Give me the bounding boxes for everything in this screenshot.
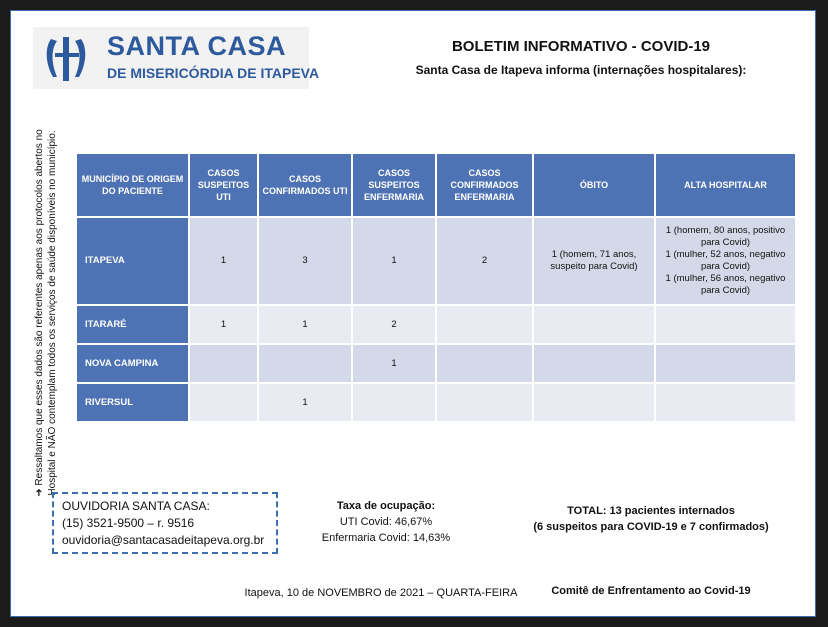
- logo-title: SANTA CASA: [107, 31, 286, 61]
- header-confirmados-enfermaria: CASOS CONFIRMADOS ENFERMARIA: [436, 153, 533, 217]
- alta-entry: 1 (homem, 80 anos, positivo para Covid): [665, 225, 786, 248]
- total-line-2: (6 suspeitos para COVID-19 e 7 confirmados): [533, 521, 769, 533]
- header-obito: ÓBITO: [533, 153, 655, 217]
- cell-municipio: NOVA CAMPINA: [76, 344, 189, 383]
- cell-municipio: ITAPEVA: [76, 217, 189, 305]
- logo-subtitle: DE MISERICÓRDIA DE ITAPEVA: [107, 65, 320, 81]
- cell-confirmados-uti: 1: [258, 305, 352, 344]
- santa-casa-logo: [33, 27, 320, 89]
- cell-municipio: ITARARÉ: [76, 305, 189, 344]
- cell-confirmados-enfermaria: 2: [436, 217, 533, 305]
- ouvidoria-email[interactable]: ouvidoria@santacasadeitapeva.org.br: [62, 533, 265, 547]
- header-confirmados-uti: CASOS CONFIRMADOS UTI: [258, 153, 352, 217]
- table-row: [76, 344, 796, 383]
- bulletin-title: BOLETIM INFORMATIVO - COVID-19: [451, 38, 711, 55]
- cell-suspeitos-uti: [189, 344, 258, 383]
- table-row: [76, 217, 796, 305]
- alta-entry: 1 (mulher, 56 anos, negativo para Covid): [665, 273, 786, 296]
- total-line-1: TOTAL: 13 pacientes internados: [567, 505, 735, 517]
- cell-alta: [655, 383, 796, 422]
- cell-alta: [655, 305, 796, 344]
- side-note: ➜ Ressaltamos que esses dados são referentes apenas aos protocolos abertos no Hospital e NÃO contemplam todos os serviços de saúde disponíveis no município.: [34, 129, 58, 497]
- header-suspeitos-uti: CASOS SUSPEITOS UTI: [189, 153, 258, 217]
- cell-confirmados-enfermaria: [436, 344, 533, 383]
- bulletin-page: [10, 10, 816, 617]
- cell-obito: 1 (homem, 71 anos, suspeito para Covid): [533, 217, 655, 305]
- cell-alta: [655, 217, 796, 305]
- cell-suspeitos-enfermaria: 1: [352, 217, 436, 305]
- alta-entry: 1 (mulher, 52 anos, negativo para Covid): [665, 249, 786, 272]
- taxa-title: Taxa de ocupação:: [336, 500, 436, 512]
- cases-table: [75, 152, 797, 423]
- cell-obito: [533, 383, 655, 422]
- ouvidoria-phone: (15) 3521-9500 – r. 9516: [62, 516, 195, 530]
- footer-comite: Comitê de Enfrentamento ao Covid-19: [551, 585, 751, 597]
- bulletin-subtitle: Santa Casa de Itapeva informa (internações hospitalares):: [415, 63, 747, 77]
- cell-confirmados-uti: [258, 344, 352, 383]
- table-row: [76, 383, 796, 422]
- cell-municipio: RIVERSUL: [76, 383, 189, 422]
- table-row: [76, 305, 796, 344]
- taxa-ocupacao: [306, 498, 466, 546]
- footer-date: Itapeva, 10 de NOVEMBRO de 2021 – QUARTA-FEIRA: [244, 587, 518, 599]
- cell-confirmados-uti: 3: [258, 217, 352, 305]
- taxa-enfermaria: Enfermaria Covid: 14,63%: [321, 532, 451, 544]
- cell-obito: [533, 305, 655, 344]
- cell-suspeitos-uti: 1: [189, 305, 258, 344]
- cell-suspeitos-enfermaria: [352, 383, 436, 422]
- cell-confirmados-uti: 1: [258, 383, 352, 422]
- ouvidoria-box: [52, 492, 278, 554]
- santa-casa-logo-icon: [41, 33, 93, 85]
- cell-suspeitos-uti: [189, 383, 258, 422]
- cell-alta: [655, 344, 796, 383]
- cell-obito: [533, 344, 655, 383]
- ouvidoria-title: OUVIDORIA SANTA CASA:: [62, 499, 210, 513]
- header-suspeitos-enfermaria: CASOS SUSPEITOS ENFERMARIA: [352, 153, 436, 217]
- cell-suspeitos-enfermaria: 1: [352, 344, 436, 383]
- cell-suspeitos-enfermaria: 2: [352, 305, 436, 344]
- taxa-uti: UTI Covid: 46,67%: [339, 516, 433, 528]
- cell-suspeitos-uti: 1: [189, 217, 258, 305]
- cell-confirmados-enfermaria: [436, 383, 533, 422]
- total-summary: [511, 503, 791, 535]
- header-alta: ALTA HOSPITALAR: [655, 153, 796, 217]
- header-municipio: MUNICÍPIO DE ORIGEM DO PACIENTE: [76, 153, 189, 217]
- cell-confirmados-enfermaria: [436, 305, 533, 344]
- table-header-row: [76, 153, 796, 217]
